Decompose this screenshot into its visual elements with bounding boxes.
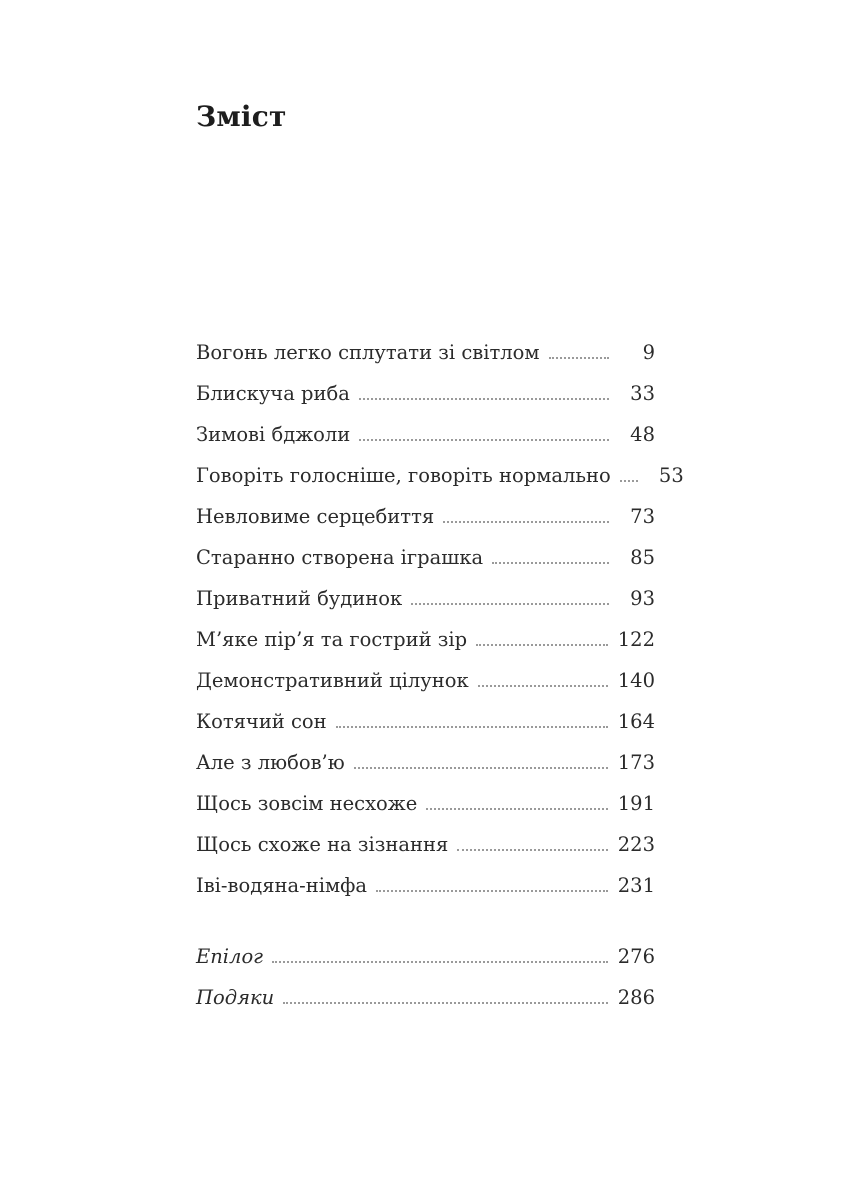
toc-entry: [196, 783, 655, 824]
toc-entry-page: 48: [630, 423, 655, 446]
table-of-contents: [196, 332, 684, 1018]
dotted-leader: [376, 890, 608, 892]
toc-entry: [196, 824, 655, 865]
dotted-leader: [411, 603, 609, 605]
toc-entry-page: 33: [630, 382, 655, 405]
toc-entry-page: 9: [642, 341, 655, 364]
dotted-leader: [359, 398, 609, 400]
toc-entry-title: Блискуча риба: [196, 382, 350, 405]
dotted-leader: [549, 357, 609, 359]
dotted-leader: [478, 685, 608, 687]
toc-entry-page: 164: [617, 710, 655, 733]
toc-entry-title: Приватний будинок: [196, 587, 403, 610]
toc-entry-title: Демонстративний цілунок: [196, 669, 469, 692]
dotted-leader: [283, 1002, 608, 1004]
toc-entry-page: 122: [617, 628, 655, 651]
toc-entry: [196, 496, 655, 537]
toc-entry-page: 276: [617, 945, 655, 968]
toc-entry-page: 191: [617, 792, 655, 815]
toc-entry-title: Вогонь легко сплутати зі світлом: [196, 341, 540, 364]
toc-entry-title: Але з любов’ю: [196, 751, 345, 774]
dotted-leader: [476, 644, 608, 646]
dotted-leader: [443, 521, 609, 523]
toc-entry-page: 85: [630, 546, 655, 569]
toc-entry-title: Подяки: [196, 986, 275, 1009]
toc-entry: [196, 865, 655, 906]
toc-entry: [196, 414, 655, 455]
toc-entry: [196, 578, 655, 619]
toc-entry-title: Епілог: [196, 945, 264, 968]
toc-entry-page: 53: [658, 464, 684, 487]
toc-entry-title: Іві-водяна-німфа: [196, 874, 368, 897]
dotted-leader: [457, 849, 607, 851]
dotted-leader: [426, 808, 607, 810]
toc-entry-page: 93: [630, 587, 655, 610]
toc-entry-page: 223: [617, 833, 655, 856]
toc-entry-acknowledgements: [196, 977, 655, 1018]
toc-entry-page: 140: [617, 669, 655, 692]
toc-entry-page: 173: [617, 751, 655, 774]
dotted-leader: [492, 562, 609, 564]
dotted-leader: [359, 439, 609, 441]
toc-entry-epilogue: [196, 936, 655, 977]
toc-heading: Зміст: [196, 100, 287, 133]
toc-section-spacer: [196, 906, 655, 936]
toc-entry-title: М’яке пір’я та гострий зір: [196, 628, 468, 651]
toc-entry: [196, 619, 655, 660]
toc-entry-title: Старанно створена іграшка: [196, 546, 484, 569]
toc-entry-title: Зимові бджоли: [196, 423, 351, 446]
toc-entry-title: Котячий сон: [196, 710, 327, 733]
toc-entry: [196, 537, 655, 578]
dotted-leader: [336, 726, 608, 728]
toc-entry: [196, 332, 655, 373]
toc-entry: [196, 742, 655, 783]
toc-entry-page: 231: [617, 874, 655, 897]
toc-entry-title: Щось зовсім несхоже: [196, 792, 418, 815]
dotted-leader: [272, 961, 608, 963]
toc-entry-title: Щось схоже на зізнання: [196, 833, 449, 856]
toc-entry-page: 286: [617, 986, 655, 1009]
toc-entry: [196, 455, 684, 496]
toc-entry-title: Невловиме серцебиття: [196, 505, 435, 528]
toc-entry-page: 73: [630, 505, 655, 528]
toc-entry: [196, 701, 655, 742]
dotted-leader: [354, 767, 608, 769]
dotted-leader: [620, 480, 638, 482]
toc-entry: [196, 660, 655, 701]
toc-entry-title: Говоріть голосніше, говоріть нормально: [196, 464, 611, 487]
toc-entry: [196, 373, 655, 414]
